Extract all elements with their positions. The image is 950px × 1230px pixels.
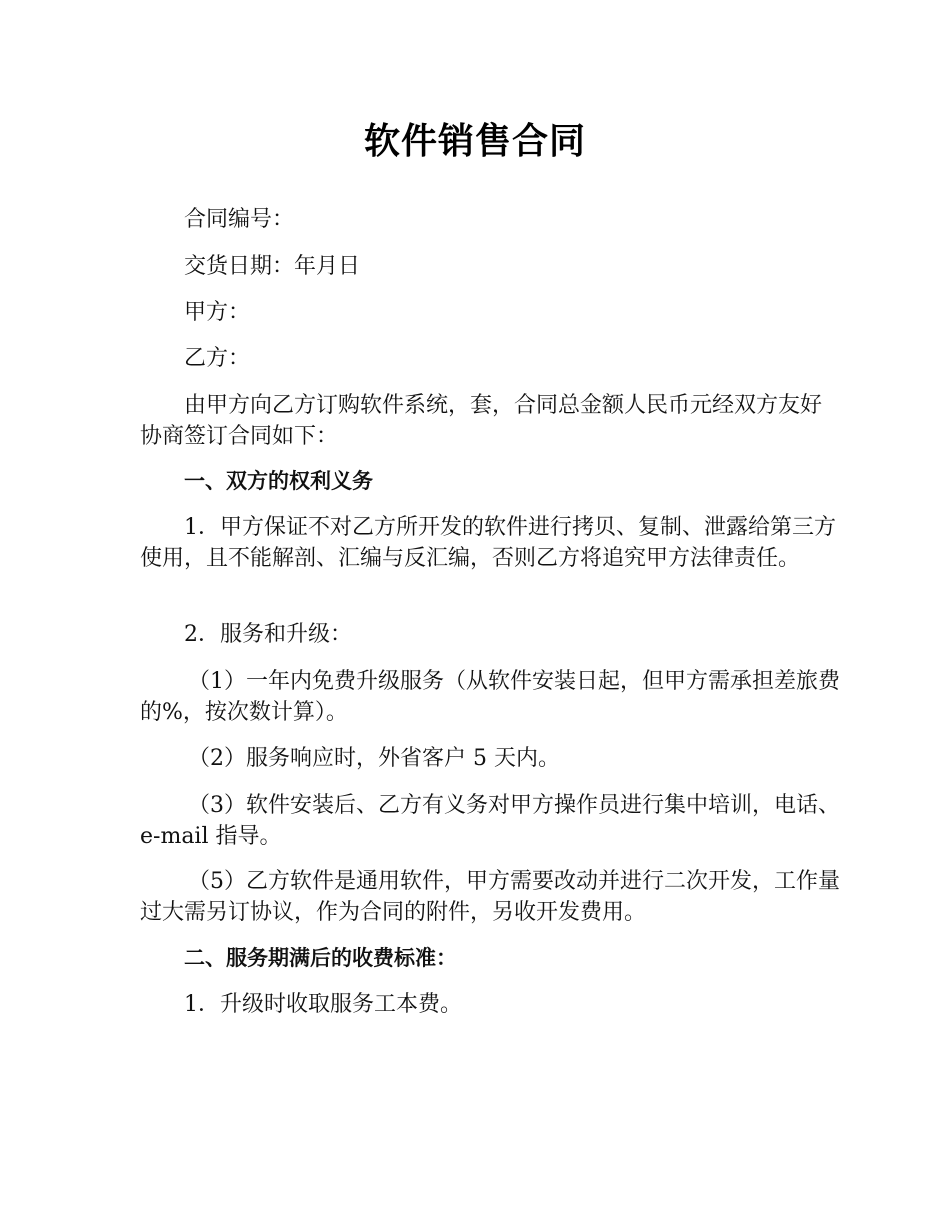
section1-heading: 一、双方的权利义务 [184,469,373,493]
service-clause-1: （1）一年内免费升级服务（从软件安装日起，但甲方需承担差旅费的%，按次数计算）。 [140,669,840,725]
document-title: 软件销售合同 [363,121,586,162]
section2-item1: 1．升级时收取服务工本费。 [184,992,462,1017]
party-b-field: 乙方： [184,346,251,371]
delivery-date-field: 交货日期：年月日 [184,254,361,279]
contract-number-field: 合同编号： [184,207,295,232]
service-clause-2: （2）服务响应时，外省客户 5 天内。 [188,746,560,771]
section1-item1: 1．甲方保证不对乙方所开发的软件进行拷贝、复制、泄露给第三方使用，且不能解剖、汇编与反汇编，否则乙方将追究甲方法律责任。 [140,515,836,571]
party-a-field: 甲方： [184,300,251,325]
service-clause-3: （3）软件安装后、乙方有义务对甲方操作员进行集中培训，电话、e-mail 指导。 [140,793,840,849]
intro-paragraph: 由甲方向乙方订购软件系统，套，合同总金额人民币元经双方友好协商签订合同如下： [140,393,823,449]
section2-heading: 二、服务期满后的收费标准： [184,946,457,970]
service-clause-5: （5）乙方软件是通用软件，甲方需要改动并进行二次开发，工作量过大需另订协议，作为合同的附件，另收开发费用。 [140,869,840,925]
section1-item2: 2．服务和升级： [184,622,352,647]
